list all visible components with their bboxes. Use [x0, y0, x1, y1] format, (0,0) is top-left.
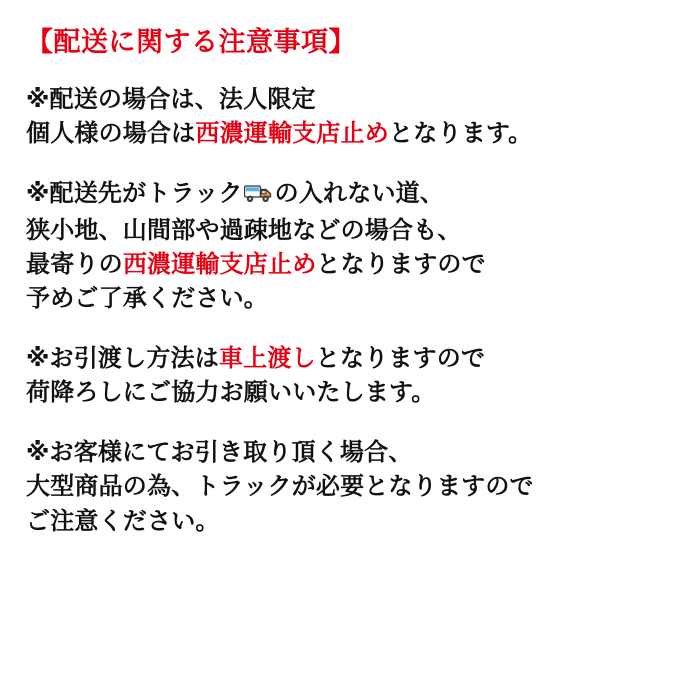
- notice-line: [26, 375, 680, 409]
- notice-line: [26, 116, 680, 150]
- notice-text-highlight: 西濃運輸支店止め: [122, 250, 317, 279]
- notice-text: ※お客様にてお引き取り頂く場合、: [26, 438, 413, 467]
- notice-text: 個人様の場合は: [26, 118, 196, 147]
- notice-text: 狭小地、山間部や過疎地などの場合も、: [26, 215, 462, 244]
- notice-block-customer-pickup: [26, 435, 680, 537]
- notice-text: ※配送の場合は、法人限定: [26, 84, 316, 113]
- page-title: 【配送に関する注意事項】: [26, 27, 356, 58]
- notice-line: [26, 82, 680, 116]
- notice-text: 最寄りの: [26, 250, 123, 279]
- notice-text: ※お引渡し方法は: [26, 344, 219, 373]
- truck-icon: [244, 179, 274, 213]
- notice-text: の入れない道、: [274, 178, 445, 207]
- notice-line: [26, 281, 680, 315]
- notice-line: [26, 469, 680, 503]
- notice-line: [26, 213, 680, 247]
- notice-text-highlight: 西濃運輸支店止め: [195, 118, 390, 147]
- notice-line: [26, 435, 680, 469]
- notice-text: となりますので: [316, 250, 486, 279]
- notice-text-highlight: 車上渡し: [218, 344, 316, 373]
- notice-text: 大型商品の為、トラックが必要となりますので: [26, 472, 534, 501]
- notice-block-handover-method: [26, 341, 680, 409]
- notice-text: ※配送先がトラック: [26, 178, 243, 207]
- notice-text: 荷降ろしにご協力お願いいたします。: [26, 378, 436, 407]
- notice-block-truck-access: [26, 176, 680, 315]
- notice-line: [26, 504, 680, 538]
- notice-line: [26, 247, 680, 281]
- notice-line: [26, 341, 680, 375]
- notice-text: ご注意ください。: [26, 506, 220, 535]
- notice-text: となります。: [389, 118, 533, 147]
- notice-block-corporate-only: [26, 82, 680, 150]
- notice-line: [26, 176, 680, 213]
- notice-text: 予めご了承ください。: [26, 284, 268, 313]
- notice-text: となりますので: [315, 344, 486, 373]
